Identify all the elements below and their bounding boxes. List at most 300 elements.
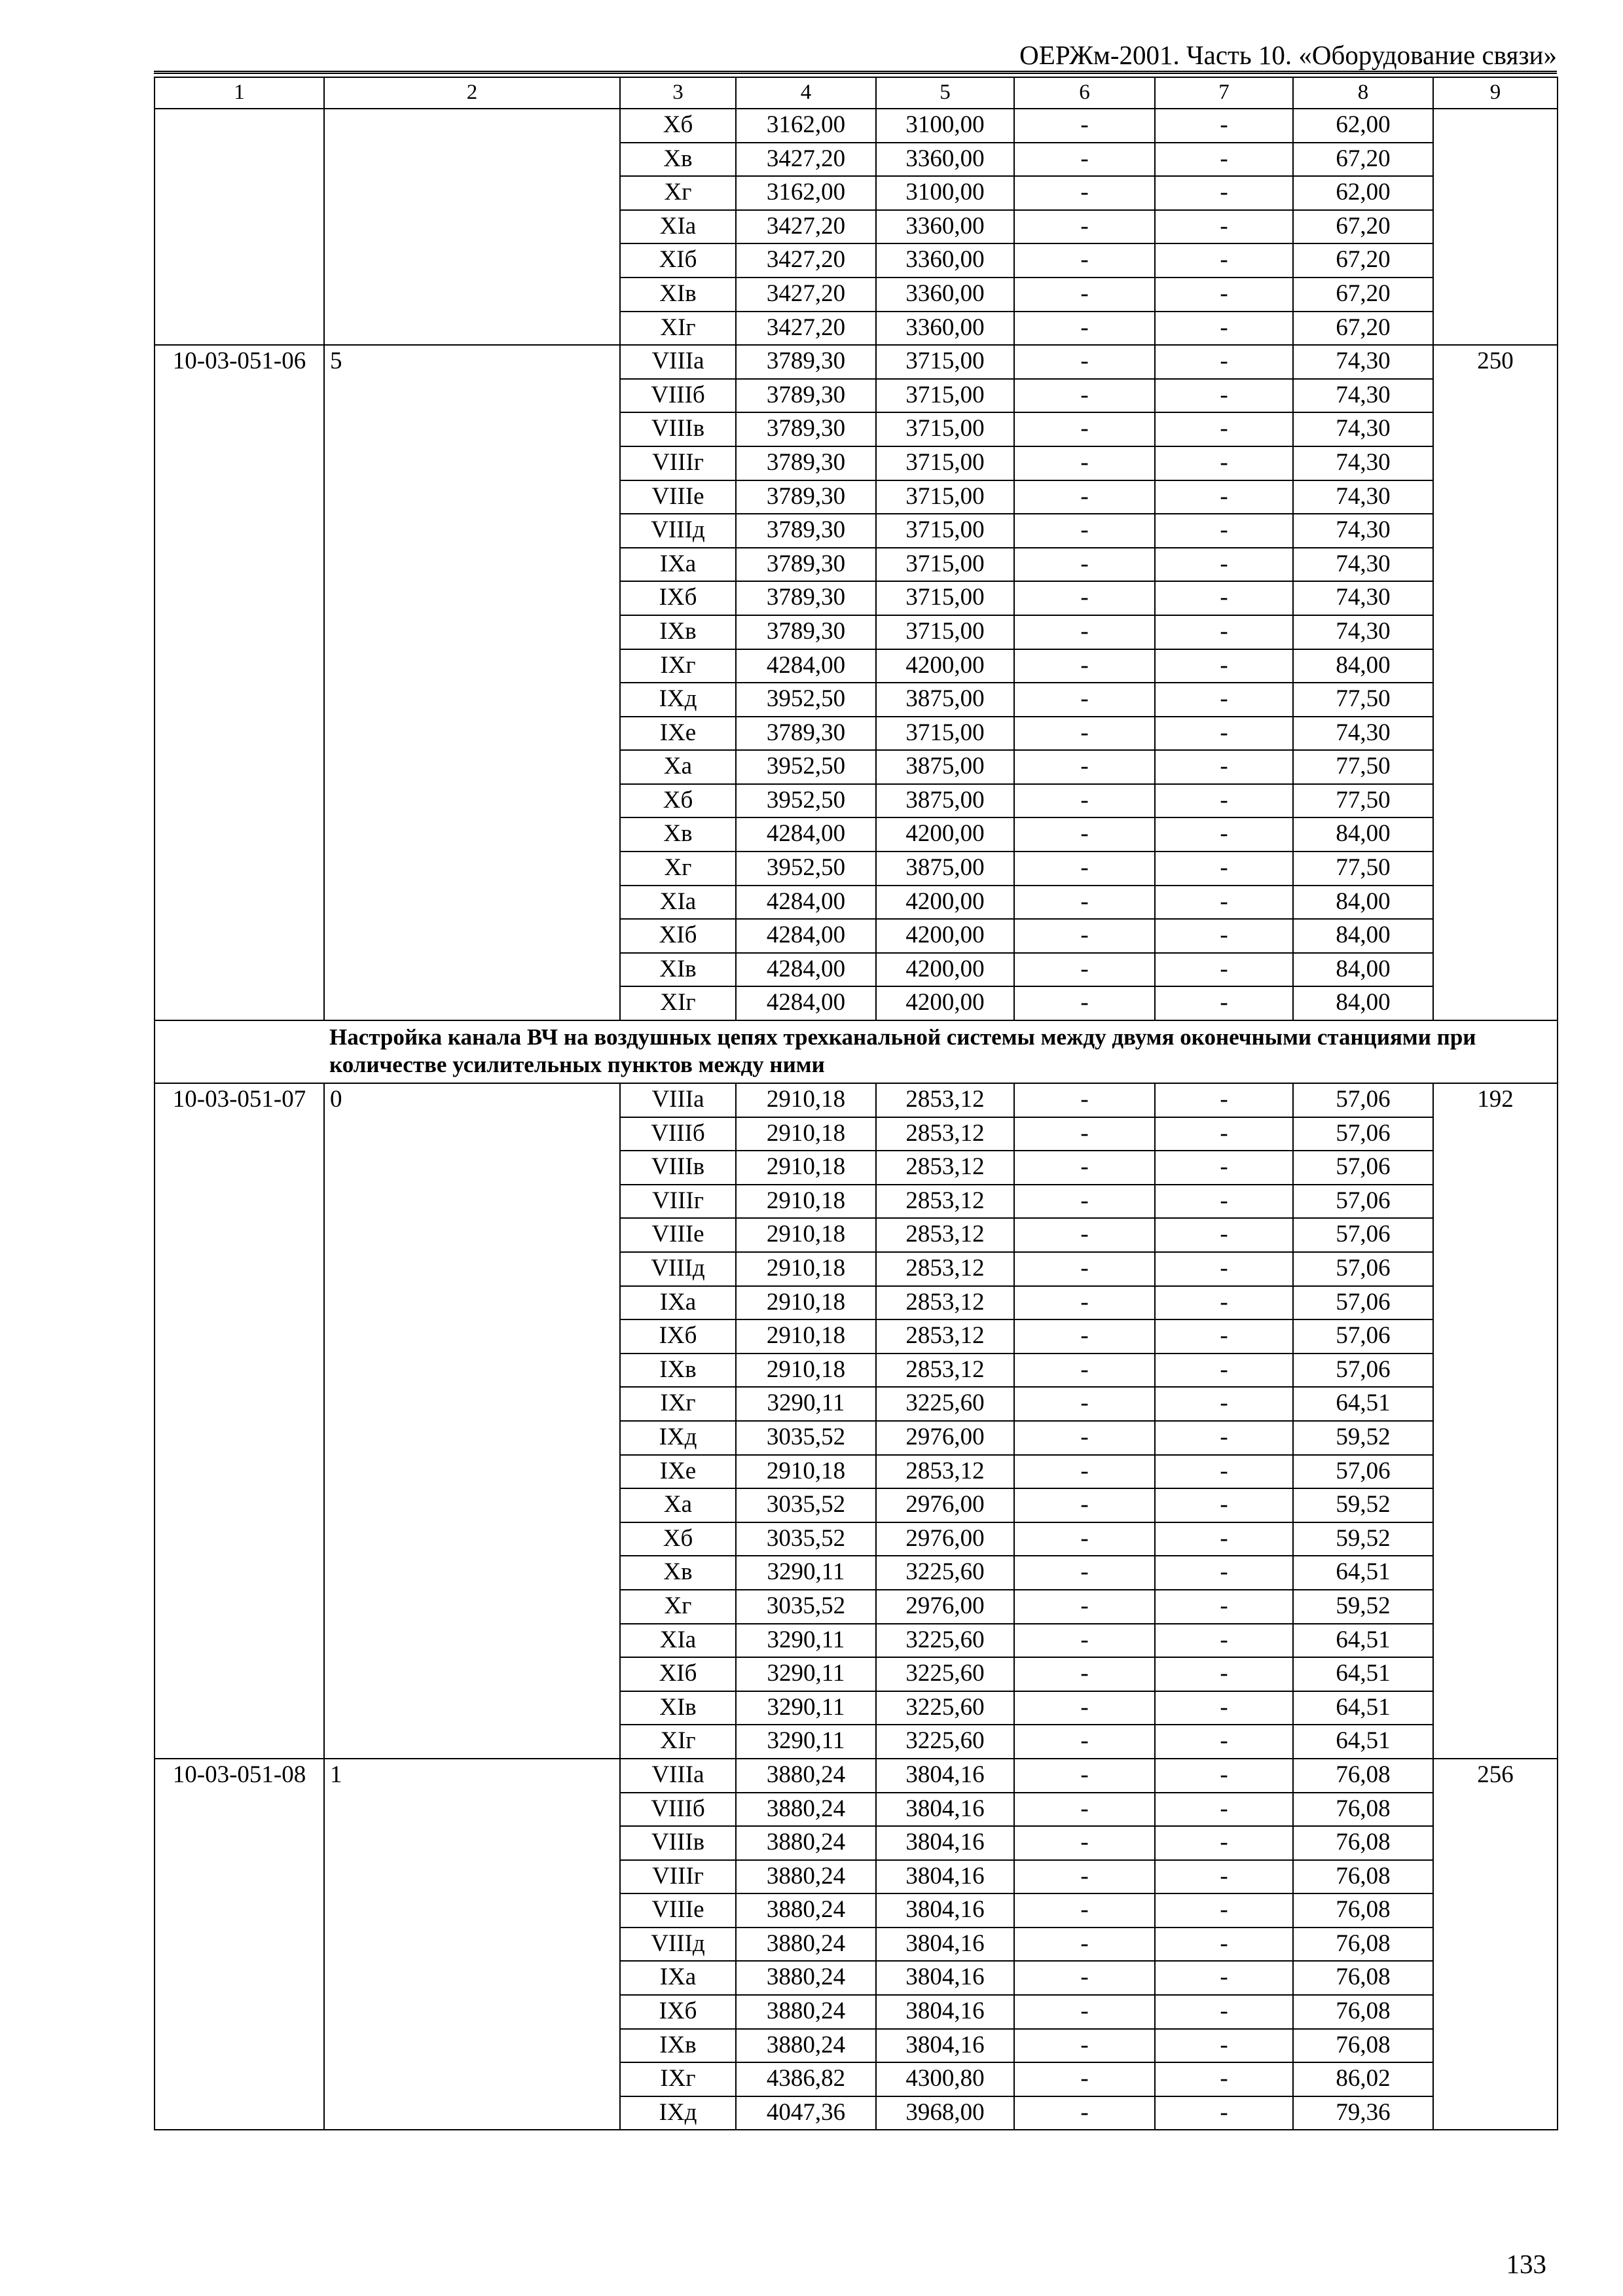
labor-wages: 3715,00: [876, 446, 1014, 480]
labor-wages: 2853,12: [876, 1252, 1014, 1286]
machine-costs: -: [1014, 412, 1155, 446]
materials-cost: 76,08: [1293, 1961, 1433, 1995]
labor-wages: 4300,80: [876, 2062, 1014, 2096]
machine-costs: -: [1014, 953, 1155, 987]
direct-costs: 3290,11: [736, 1691, 876, 1725]
materials-cost: 84,00: [1293, 986, 1433, 1020]
machine-costs: -: [1014, 2096, 1155, 2130]
labor-wages: 2976,00: [876, 1522, 1014, 1556]
direct-costs: 3290,11: [736, 1725, 876, 1759]
machinist-wages: -: [1155, 1488, 1293, 1522]
labor-wages: 3715,00: [876, 379, 1014, 413]
zone-code: Xб: [620, 784, 736, 818]
machine-costs: -: [1014, 278, 1155, 312]
direct-costs: 3035,52: [736, 1590, 876, 1624]
column-number: 3: [620, 77, 736, 109]
machinist-wages: -: [1155, 412, 1293, 446]
materials-cost: 59,52: [1293, 1488, 1433, 1522]
zone-code: Xг: [620, 852, 736, 886]
zone-code: IXв: [620, 1354, 736, 1388]
machinist-wages: -: [1155, 886, 1293, 920]
zone-code: IXд: [620, 1421, 736, 1455]
labor-wages: 3225,60: [876, 1691, 1014, 1725]
machinist-wages: -: [1155, 1387, 1293, 1421]
zone-code: IXд: [620, 2096, 736, 2130]
machine-costs: -: [1014, 986, 1155, 1020]
materials-cost: 84,00: [1293, 919, 1433, 953]
zone-code: XIг: [620, 312, 736, 346]
zone-code: Xв: [620, 817, 736, 852]
labor-wages: 3225,60: [876, 1624, 1014, 1658]
direct-costs: 4047,36: [736, 2096, 876, 2130]
direct-costs: 3789,30: [736, 615, 876, 649]
labor-wages: 2853,12: [876, 1151, 1014, 1185]
zone-code: VIIIд: [620, 1928, 736, 1962]
machine-costs: -: [1014, 345, 1155, 379]
machinist-wages: -: [1155, 683, 1293, 717]
machine-costs: -: [1014, 683, 1155, 717]
zone-code: XIа: [620, 886, 736, 920]
labor-wages: 2853,12: [876, 1185, 1014, 1219]
labor-wages: 3225,60: [876, 1725, 1014, 1759]
zone-code: VIIIб: [620, 1117, 736, 1151]
amplifier-points-count: [324, 109, 620, 345]
direct-costs: 3035,52: [736, 1488, 876, 1522]
zone-code: IXг: [620, 1387, 736, 1421]
machinist-wages: -: [1155, 109, 1293, 143]
materials-cost: 67,20: [1293, 210, 1433, 244]
column-number: 2: [324, 77, 620, 109]
materials-cost: 84,00: [1293, 649, 1433, 683]
zone-code: Xб: [620, 1522, 736, 1556]
direct-costs: 3789,30: [736, 581, 876, 615]
machinist-wages: -: [1155, 1928, 1293, 1962]
machinist-wages: -: [1155, 986, 1293, 1020]
machinist-wages: -: [1155, 210, 1293, 244]
zone-code: IXе: [620, 1455, 736, 1489]
direct-costs: 4284,00: [736, 649, 876, 683]
direct-costs: 3290,11: [736, 1624, 876, 1658]
running-header-title: ОЕРЖм-2001. Часть 10. «Оборудование связи»: [1019, 40, 1557, 70]
machine-costs: -: [1014, 446, 1155, 480]
machine-costs: -: [1014, 210, 1155, 244]
direct-costs: 3035,52: [736, 1522, 876, 1556]
direct-costs: 3952,50: [736, 852, 876, 886]
direct-costs: 2910,18: [736, 1151, 876, 1185]
materials-cost: 74,30: [1293, 480, 1433, 514]
zone-code: XIв: [620, 278, 736, 312]
zone-code: XIг: [620, 1725, 736, 1759]
labor-wages: 3100,00: [876, 109, 1014, 143]
materials-cost: 57,06: [1293, 1286, 1433, 1320]
materials-cost: 67,20: [1293, 243, 1433, 278]
machine-costs: -: [1014, 1624, 1155, 1658]
zone-code: XIб: [620, 1657, 736, 1691]
machinist-wages: -: [1155, 1354, 1293, 1388]
zone-code: VIIIг: [620, 446, 736, 480]
materials-cost: 79,36: [1293, 2096, 1433, 2130]
direct-costs: 3789,30: [736, 548, 876, 582]
machine-costs: -: [1014, 1590, 1155, 1624]
materials-cost: 77,50: [1293, 683, 1433, 717]
zone-code: VIIIд: [620, 514, 736, 548]
materials-cost: 74,30: [1293, 446, 1433, 480]
direct-costs: 4284,00: [736, 986, 876, 1020]
column-number: 6: [1014, 77, 1155, 109]
direct-costs: 3880,24: [736, 1860, 876, 1894]
direct-costs: 3789,30: [736, 480, 876, 514]
machinist-wages: -: [1155, 784, 1293, 818]
labor-wages: 3875,00: [876, 852, 1014, 886]
zone-code: Xб: [620, 109, 736, 143]
materials-cost: 57,06: [1293, 1218, 1433, 1252]
materials-cost: 57,06: [1293, 1319, 1433, 1354]
machine-costs: -: [1014, 750, 1155, 784]
machine-costs: -: [1014, 1928, 1155, 1962]
labor-wages: 3715,00: [876, 480, 1014, 514]
labor-wages: 2976,00: [876, 1590, 1014, 1624]
machine-costs: -: [1014, 1151, 1155, 1185]
machine-costs: -: [1014, 1488, 1155, 1522]
zone-code: XIа: [620, 210, 736, 244]
machine-costs: -: [1014, 1455, 1155, 1489]
zone-code: VIIIе: [620, 1893, 736, 1928]
materials-cost: 57,06: [1293, 1185, 1433, 1219]
machinist-wages: -: [1155, 1319, 1293, 1354]
machine-costs: -: [1014, 581, 1155, 615]
zone-code: Xв: [620, 143, 736, 177]
machinist-wages: -: [1155, 143, 1293, 177]
machinist-wages: -: [1155, 1455, 1293, 1489]
zone-code: IXг: [620, 2062, 736, 2096]
machinist-wages: -: [1155, 1218, 1293, 1252]
machinist-wages: -: [1155, 345, 1293, 379]
zone-code: VIIIв: [620, 1826, 736, 1860]
labor-hours: 192: [1433, 1083, 1558, 1759]
machine-costs: -: [1014, 143, 1155, 177]
materials-cost: 74,30: [1293, 548, 1433, 582]
labor-wages: 3225,60: [876, 1556, 1014, 1590]
machinist-wages: -: [1155, 446, 1293, 480]
zone-code: VIIIб: [620, 379, 736, 413]
zone-code: IXб: [620, 1995, 736, 2029]
direct-costs: 2910,18: [736, 1185, 876, 1219]
machinist-wages: -: [1155, 1860, 1293, 1894]
labor-wages: 3360,00: [876, 210, 1014, 244]
machinist-wages: -: [1155, 1691, 1293, 1725]
machine-costs: -: [1014, 1860, 1155, 1894]
machinist-wages: -: [1155, 1556, 1293, 1590]
zone-code: VIIIг: [620, 1185, 736, 1219]
labor-wages: 3804,16: [876, 1793, 1014, 1827]
materials-cost: 86,02: [1293, 2062, 1433, 2096]
zone-code: IXа: [620, 1286, 736, 1320]
labor-wages: 2853,12: [876, 1455, 1014, 1489]
direct-costs: 3880,24: [736, 1826, 876, 1860]
table-row: [155, 345, 1558, 379]
labor-wages: 3360,00: [876, 312, 1014, 346]
machine-costs: -: [1014, 615, 1155, 649]
direct-costs: 4284,00: [736, 817, 876, 852]
materials-cost: 64,51: [1293, 1691, 1433, 1725]
machine-costs: -: [1014, 480, 1155, 514]
column-number: 4: [736, 77, 876, 109]
labor-wages: 3804,16: [876, 1860, 1014, 1894]
rate-code: [155, 109, 324, 345]
materials-cost: 77,50: [1293, 784, 1433, 818]
labor-wages: 3968,00: [876, 2096, 1014, 2130]
materials-cost: 76,08: [1293, 1759, 1433, 1793]
materials-cost: 57,06: [1293, 1455, 1433, 1489]
zone-code: IXг: [620, 649, 736, 683]
zone-code: VIIIа: [620, 1083, 736, 1117]
machinist-wages: -: [1155, 379, 1293, 413]
zone-code: VIIIд: [620, 1252, 736, 1286]
direct-costs: 4284,00: [736, 919, 876, 953]
zone-code: VIIIа: [620, 345, 736, 379]
materials-cost: 57,06: [1293, 1117, 1433, 1151]
machine-costs: -: [1014, 1657, 1155, 1691]
zone-code: XIб: [620, 919, 736, 953]
direct-costs: 3952,50: [736, 750, 876, 784]
materials-cost: 57,06: [1293, 1083, 1433, 1117]
labor-wages: 3804,16: [876, 2029, 1014, 2063]
materials-cost: 57,06: [1293, 1252, 1433, 1286]
machine-costs: -: [1014, 817, 1155, 852]
zone-code: Xв: [620, 1556, 736, 1590]
materials-cost: 74,30: [1293, 717, 1433, 751]
section-heading-spacer: [155, 1020, 324, 1083]
materials-cost: 76,08: [1293, 1995, 1433, 2029]
direct-costs: 3880,24: [736, 1928, 876, 1962]
direct-costs: 3952,50: [736, 683, 876, 717]
zone-code: XIв: [620, 1691, 736, 1725]
machinist-wages: -: [1155, 548, 1293, 582]
direct-costs: 2910,18: [736, 1455, 876, 1489]
labor-hours: [1433, 109, 1558, 345]
zone-code: VIIIв: [620, 412, 736, 446]
materials-cost: 57,06: [1293, 1354, 1433, 1388]
direct-costs: 3880,24: [736, 2029, 876, 2063]
zone-code: VIIIг: [620, 1860, 736, 1894]
direct-costs: 3789,30: [736, 345, 876, 379]
direct-costs: 3162,00: [736, 109, 876, 143]
zone-code: IXб: [620, 1319, 736, 1354]
materials-cost: 67,20: [1293, 278, 1433, 312]
rate-code: 10-03-051-06: [155, 345, 324, 1020]
column-number-row: [155, 77, 1558, 109]
direct-costs: 3880,24: [736, 1995, 876, 2029]
materials-cost: 76,08: [1293, 2029, 1433, 2063]
materials-cost: 84,00: [1293, 953, 1433, 987]
zone-code: IXа: [620, 548, 736, 582]
direct-costs: 3162,00: [736, 176, 876, 210]
labor-wages: 4200,00: [876, 649, 1014, 683]
labor-wages: 3225,60: [876, 1657, 1014, 1691]
machine-costs: -: [1014, 2029, 1155, 2063]
machinist-wages: -: [1155, 2029, 1293, 2063]
labor-wages: 3360,00: [876, 243, 1014, 278]
labor-wages: 3715,00: [876, 412, 1014, 446]
direct-costs: 4284,00: [736, 953, 876, 987]
machinist-wages: -: [1155, 717, 1293, 751]
machinist-wages: -: [1155, 514, 1293, 548]
labor-wages: 3715,00: [876, 615, 1014, 649]
machine-costs: -: [1014, 1893, 1155, 1928]
labor-hours: 250: [1433, 345, 1558, 1020]
machine-costs: -: [1014, 649, 1155, 683]
labor-wages: 3360,00: [876, 143, 1014, 177]
direct-costs: 3880,24: [736, 1759, 876, 1793]
labor-wages: 3100,00: [876, 176, 1014, 210]
machine-costs: -: [1014, 852, 1155, 886]
labor-wages: 3715,00: [876, 581, 1014, 615]
materials-cost: 62,00: [1293, 176, 1433, 210]
labor-wages: 4200,00: [876, 986, 1014, 1020]
machine-costs: -: [1014, 784, 1155, 818]
direct-costs: 3880,24: [736, 1961, 876, 1995]
machine-costs: -: [1014, 514, 1155, 548]
materials-cost: 64,51: [1293, 1556, 1433, 1590]
direct-costs: 3427,20: [736, 243, 876, 278]
labor-wages: 3360,00: [876, 278, 1014, 312]
machine-costs: -: [1014, 379, 1155, 413]
section-heading: Настройка канала ВЧ на воздушных цепях трехканальной системы между двумя оконечными станциями при количестве усилительных пунктов между ними: [324, 1020, 1558, 1083]
machine-costs: -: [1014, 176, 1155, 210]
rate-code: 10-03-051-07: [155, 1083, 324, 1759]
machine-costs: -: [1014, 2062, 1155, 2096]
direct-costs: 2910,18: [736, 1083, 876, 1117]
machine-costs: -: [1014, 717, 1155, 751]
direct-costs: 3789,30: [736, 446, 876, 480]
materials-cost: 59,52: [1293, 1421, 1433, 1455]
direct-costs: 3427,20: [736, 210, 876, 244]
direct-costs: 3952,50: [736, 784, 876, 818]
zone-code: VIIIе: [620, 480, 736, 514]
materials-cost: 74,30: [1293, 514, 1433, 548]
materials-cost: 76,08: [1293, 1893, 1433, 1928]
zone-code: IXд: [620, 683, 736, 717]
machinist-wages: -: [1155, 1590, 1293, 1624]
labor-wages: 2853,12: [876, 1354, 1014, 1388]
materials-cost: 67,20: [1293, 143, 1433, 177]
zone-code: IXа: [620, 1961, 736, 1995]
direct-costs: 3290,11: [736, 1556, 876, 1590]
machinist-wages: -: [1155, 1083, 1293, 1117]
materials-cost: 76,08: [1293, 1928, 1433, 1962]
zone-code: Xг: [620, 1590, 736, 1624]
column-number: 8: [1293, 77, 1433, 109]
zone-code: VIIIб: [620, 1793, 736, 1827]
direct-costs: 2910,18: [736, 1218, 876, 1252]
machine-costs: -: [1014, 548, 1155, 582]
materials-cost: 64,51: [1293, 1657, 1433, 1691]
direct-costs: 3789,30: [736, 717, 876, 751]
page-number: 133: [1506, 2249, 1546, 2279]
zone-code: IXв: [620, 615, 736, 649]
zone-code: XIв: [620, 953, 736, 987]
machine-costs: -: [1014, 1522, 1155, 1556]
amplifier-points-count: 0: [324, 1083, 620, 1759]
zone-code: VIIIа: [620, 1759, 736, 1793]
machinist-wages: -: [1155, 1826, 1293, 1860]
machine-costs: -: [1014, 1556, 1155, 1590]
materials-cost: 77,50: [1293, 852, 1433, 886]
labor-wages: 2853,12: [876, 1117, 1014, 1151]
machine-costs: -: [1014, 1083, 1155, 1117]
direct-costs: 2910,18: [736, 1286, 876, 1320]
materials-cost: 76,08: [1293, 1793, 1433, 1827]
direct-costs: 3427,20: [736, 278, 876, 312]
materials-cost: 77,50: [1293, 750, 1433, 784]
table-row: [155, 1759, 1558, 1793]
labor-wages: 3804,16: [876, 1759, 1014, 1793]
machine-costs: -: [1014, 312, 1155, 346]
materials-cost: 57,06: [1293, 1151, 1433, 1185]
price-table: [154, 77, 1558, 2130]
labor-wages: 2976,00: [876, 1488, 1014, 1522]
column-number: 5: [876, 77, 1014, 109]
direct-costs: 4284,00: [736, 886, 876, 920]
materials-cost: 62,00: [1293, 109, 1433, 143]
materials-cost: 59,52: [1293, 1590, 1433, 1624]
table-row: [155, 1083, 1558, 1117]
amplifier-points-count: 1: [324, 1759, 620, 2130]
direct-costs: 2910,18: [736, 1354, 876, 1388]
materials-cost: 64,51: [1293, 1387, 1433, 1421]
zone-code: XIб: [620, 243, 736, 278]
machinist-wages: -: [1155, 2062, 1293, 2096]
direct-costs: 3789,30: [736, 379, 876, 413]
direct-costs: 3427,20: [736, 143, 876, 177]
direct-costs: 3035,52: [736, 1421, 876, 1455]
machine-costs: -: [1014, 1691, 1155, 1725]
machine-costs: -: [1014, 243, 1155, 278]
materials-cost: 76,08: [1293, 1826, 1433, 1860]
labor-wages: 3875,00: [876, 683, 1014, 717]
labor-wages: 3715,00: [876, 548, 1014, 582]
labor-wages: 3875,00: [876, 750, 1014, 784]
machine-costs: -: [1014, 109, 1155, 143]
direct-costs: 4386,82: [736, 2062, 876, 2096]
machinist-wages: -: [1155, 243, 1293, 278]
direct-costs: 3789,30: [736, 412, 876, 446]
materials-cost: 74,30: [1293, 379, 1433, 413]
labor-wages: 2853,12: [876, 1218, 1014, 1252]
section-heading-row: [155, 1020, 1558, 1083]
machine-costs: -: [1014, 1252, 1155, 1286]
labor-wages: 3804,16: [876, 1995, 1014, 2029]
column-number: 9: [1433, 77, 1558, 109]
machinist-wages: -: [1155, 1522, 1293, 1556]
machine-costs: -: [1014, 1725, 1155, 1759]
labor-wages: 3804,16: [876, 1928, 1014, 1962]
zone-code: VIIIе: [620, 1218, 736, 1252]
labor-wages: 3804,16: [876, 1893, 1014, 1928]
zone-code: VIIIв: [620, 1151, 736, 1185]
zone-code: XIа: [620, 1624, 736, 1658]
machine-costs: -: [1014, 919, 1155, 953]
machinist-wages: -: [1155, 1624, 1293, 1658]
labor-wages: 2853,12: [876, 1286, 1014, 1320]
amplifier-points-count: 5: [324, 345, 620, 1020]
running-header: [154, 36, 1557, 74]
materials-cost: 59,52: [1293, 1522, 1433, 1556]
machinist-wages: -: [1155, 852, 1293, 886]
zone-code: IXе: [620, 717, 736, 751]
materials-cost: 84,00: [1293, 886, 1433, 920]
machine-costs: -: [1014, 1218, 1155, 1252]
